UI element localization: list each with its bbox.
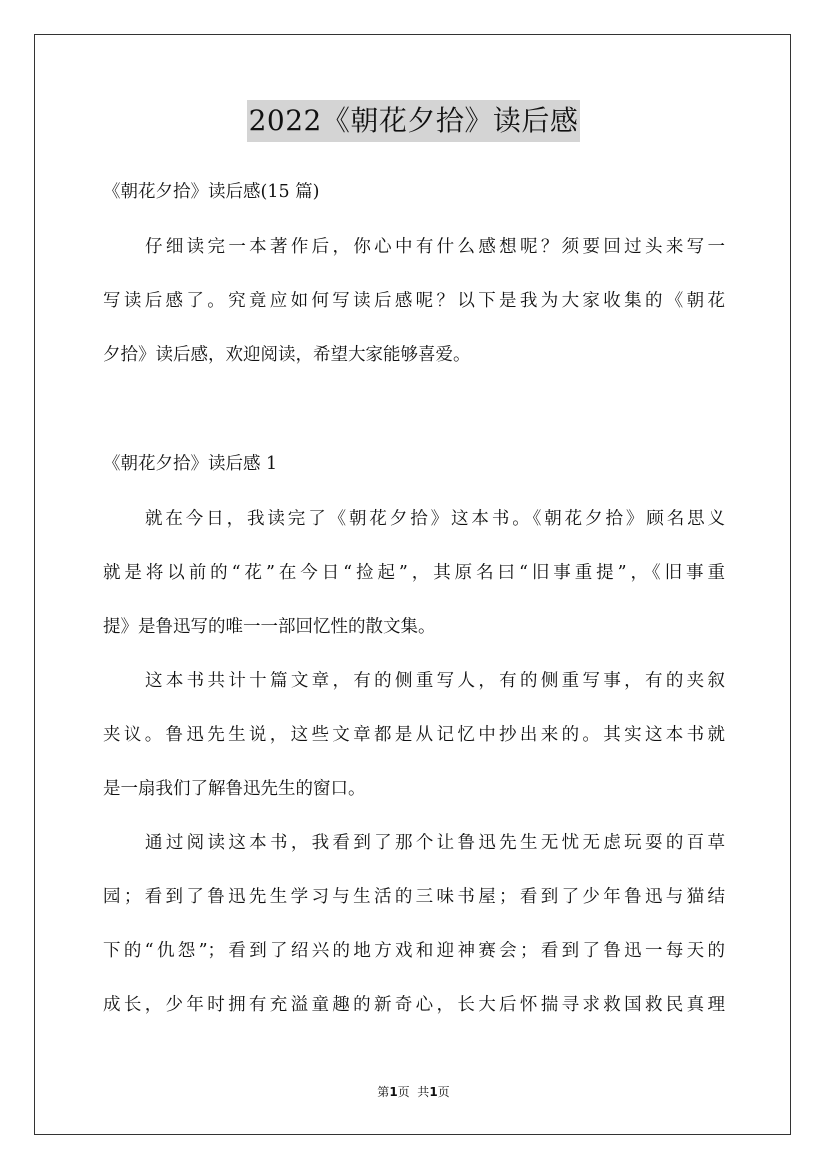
- document-title: [0, 100, 827, 144]
- document-subtitle: 《朝花夕拾》读后感(15 篇): [103, 182, 320, 202]
- para2-line: 夹议。鲁迅先生说，这些文章都是从记忆中抄出来的。其实这本书就: [103, 725, 725, 745]
- section-heading: 《朝花夕拾》读后感 1: [103, 454, 278, 474]
- para3-line: 园；看到了鲁迅先生学习与生活的三味书屋；看到了少年鲁迅与猫结: [103, 887, 725, 907]
- page-footer: [0, 1084, 827, 1100]
- footer-page-number: 1: [389, 1085, 398, 1099]
- para1-line: 提》是鲁迅写的唯一一部回忆性的散文集。: [103, 617, 436, 637]
- document-title-text: 2022《朝花夕拾》读后感: [247, 100, 581, 142]
- footer-prefix: 第: [377, 1085, 390, 1099]
- para2-line: 是一扇我们了解鲁迅先生的窗口。: [103, 779, 366, 799]
- intro-line: 写读后感了。究竟应如何写读后感呢？以下是我为大家收集的《朝花: [103, 291, 725, 311]
- para1-line: 就在今日，我读完了《朝花夕拾》这本书。《朝花夕拾》顾名思义: [145, 509, 725, 529]
- footer-total-pages: 1: [429, 1085, 438, 1099]
- para3-line: 成长，少年时拥有充溢童趣的新奇心，长大后怀揣寻求救国救民真理: [103, 995, 725, 1015]
- para3-line: 下的“仇怨”；看到了绍兴的地方戏和迎神赛会；看到了鲁迅一每天的: [103, 941, 725, 961]
- intro-line: 夕拾》读后感，欢迎阅读，希望大家能够喜爱。: [103, 345, 471, 365]
- para3-line: 通过阅读这本书，我看到了那个让鲁迅先生无忧无虑玩耍的百草: [145, 833, 725, 853]
- footer-suffix: 页: [437, 1085, 450, 1099]
- para2-line: 这本书共计十篇文章，有的侧重写人，有的侧重写事，有的夹叙: [145, 671, 725, 691]
- intro-line: 仔细读完一本著作后，你心中有什么感想呢？须要回过头来写一: [145, 237, 725, 257]
- para1-line: 就是将以前的“花”在今日“捡起”，其原名曰“旧事重提”，《旧事重: [103, 563, 725, 583]
- footer-mid: 页 共: [397, 1085, 430, 1099]
